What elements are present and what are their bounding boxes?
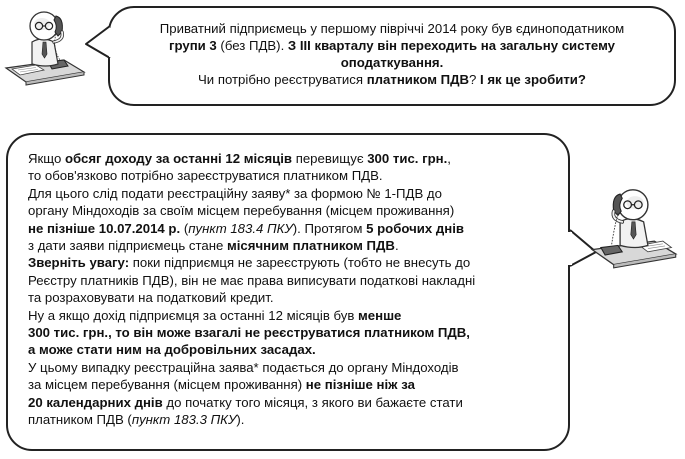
answer-text-segment: 5 робочих днів — [366, 220, 464, 236]
person-on-phone-icon — [2, 2, 88, 86]
answer-text-segment: Ну а якщо дохід підприємця за останні 12 місяців був — [28, 307, 359, 323]
answer-text-segment: а може стати ним на добровільних засадах. — [28, 342, 316, 358]
answer-text-segment: пункт 183.3 ПКУ — [131, 412, 237, 428]
answer-line — [28, 289, 552, 306]
question-text-segment: оподаткування. — [340, 55, 444, 70]
question-text-segment: (без ПДВ). — [216, 38, 288, 53]
answer-line — [28, 167, 552, 184]
answer-speech-bubble — [6, 133, 570, 451]
answer-text-segment: Якщо — [28, 151, 65, 166]
question-line — [128, 54, 656, 71]
question-line — [128, 37, 656, 54]
answer-text-segment: не пізніше ніж за — [305, 377, 415, 393]
answer-text-segment: та розраховувати на податковий кредит. — [28, 290, 274, 306]
question-text-segment: І як це зробити? — [480, 72, 586, 87]
question-line — [128, 20, 656, 37]
question-text-segment: З ІІІ кварталу він переходить на загальну систему — [287, 38, 616, 53]
question-text-segment: ? — [469, 72, 481, 87]
answer-text-segment: , — [447, 151, 451, 166]
answer-text-segment: не пізніше 10.07.2014 р. — [28, 220, 181, 236]
answer-text-segment: місячним платником ПДВ — [227, 238, 395, 254]
answer-text-segment: до початку того місяця, з якого ви бажаєте стати — [162, 394, 463, 410]
answer-line — [28, 376, 552, 393]
answer-line — [28, 324, 552, 341]
question-text-segment: Чи потрібно реєструватися — [198, 72, 367, 87]
answer-text-segment: то обов'язково потрібно зареєструватися платником ПДВ. — [28, 168, 383, 184]
answer-text-segment: платником ПДВ ( — [28, 412, 132, 428]
answer-line — [28, 307, 552, 324]
answer-text-segment: з дати заяви підприємець стане — [28, 238, 228, 254]
answer-line — [28, 272, 552, 289]
answer-text-segment: 300 тис. грн. — [367, 151, 448, 166]
answer-line — [28, 237, 552, 254]
answer-line — [28, 220, 552, 237]
question-text-segment: групи 3 — [168, 38, 217, 53]
question-bubble-tail — [84, 24, 114, 64]
answer-text-segment: Для цього слід подати реєстраційну заяву* за формою № 1-ПДВ до — [28, 185, 442, 201]
answer-text-segment: пункт 183.4 ПКУ — [188, 220, 293, 236]
question-text-segment: платником ПДВ — [366, 72, 470, 87]
answer-line — [28, 359, 552, 376]
answer-line — [28, 150, 552, 167]
answer-text-segment: перевищує — [292, 151, 368, 166]
answer-line — [28, 202, 552, 219]
answer-text-segment: ). — [236, 412, 245, 428]
question-line — [128, 71, 656, 88]
answer-text-segment: У цьому випадку реєстраційна заява* подається до органу Міндоходів — [28, 359, 459, 375]
answer-text-segment: Зверніть увагу: — [28, 255, 130, 271]
answer-text-segment: органу Міндоходів за своїм місцем перебування (місцем проживання) — [28, 203, 455, 219]
answer-line — [28, 394, 552, 411]
answer-text-segment: Реєстру платників ПДВ), він не має права виписувати податкові накладні — [28, 272, 476, 288]
answer-text-segment: за місцем перебування (місцем проживання) — [28, 377, 306, 393]
answer-line — [28, 411, 552, 428]
answer-text-segment: обсяг доходу за останні 12 місяців — [65, 151, 293, 166]
answer-text-segment: менше — [358, 307, 402, 323]
answer-text-segment: 300 тис. грн., то він може взагалі не реєструватися платником ПДВ, — [28, 325, 470, 341]
person-on-phone-icon — [588, 178, 680, 270]
answer-text — [28, 150, 552, 429]
answer-text-segment: поки підприємця не зареєструють (тобто не внесуть до — [129, 255, 471, 271]
answer-text-segment: ). Протягом — [292, 220, 367, 236]
answer-text-segment: 20 календарних днів — [28, 394, 163, 410]
answer-text-segment: ( — [180, 220, 189, 236]
answer-text-segment: . — [394, 238, 399, 254]
question-text-segment: Приватний підприємець у першому півріччі 2014 року був єдиноподатником — [159, 21, 625, 36]
answer-line — [28, 185, 552, 202]
answer-line — [28, 341, 552, 358]
question-text — [128, 20, 656, 88]
question-speech-bubble — [108, 6, 676, 106]
answer-line — [28, 254, 552, 271]
